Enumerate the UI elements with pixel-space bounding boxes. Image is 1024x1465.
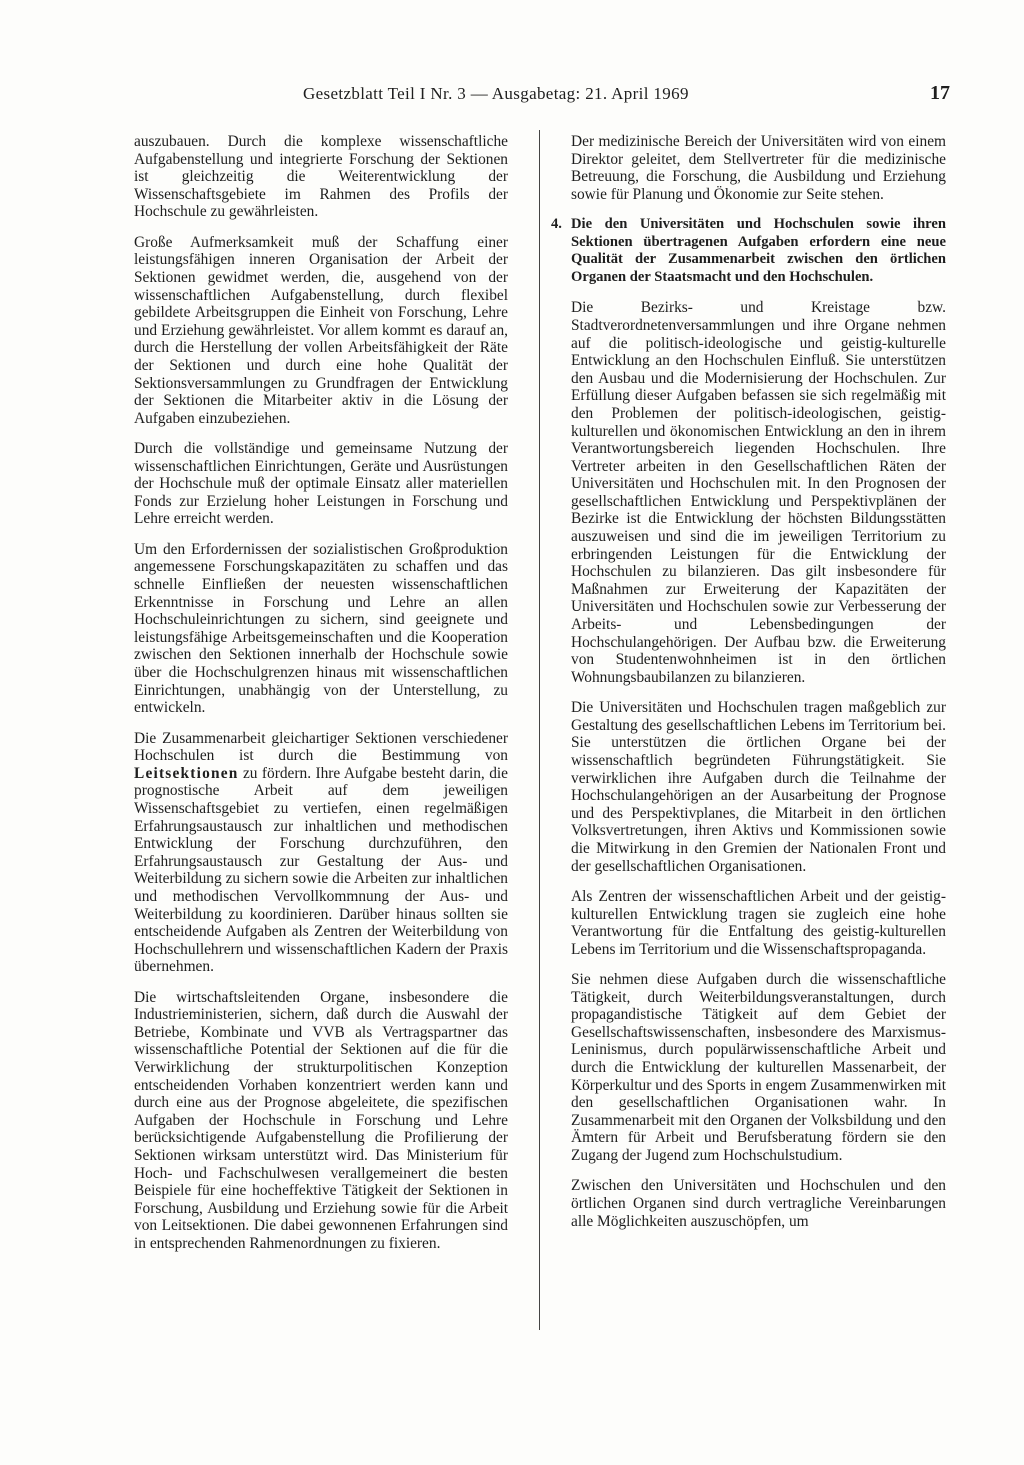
paragraph: Zwischen den Universitäten und Hochschulen und den örtlichen Organen sind durch vertragliche Vereinbarungen alle Möglichkeiten auszuschöpfen, um (571, 1177, 946, 1230)
page-number: 17 (930, 82, 950, 104)
section-heading-text: Die den Universitäten und Hochschulen sowie ihren Sektionen übertragenen Aufgaben erfordern eine neue Qualität der Zusammenarbeit zwischen den örtlichen Organen der Staatsmacht und den Hochschulen. (571, 216, 946, 285)
paragraph: Der medizinische Bereich der Universitäten wird von einem Direktor geleitet, dem Stellvertreter für die medizinische Betreuung, die Forschung, die Ausbildung und Erziehung sowie für Planung und Ökonomie zur Seite stehen. (571, 133, 946, 203)
paragraph-text: Die Zusammenarbeit gleichartiger Sektionen verschiedener Hochschulen ist durch die Bestimmung von (134, 729, 508, 765)
paragraph: Die Bezirks- und Kreistage bzw. Stadtverordnetenversammlungen und ihre Organe nehmen auf die politisch-ideologische und geistig-kulturelle Entwicklung an den Hochschulen Einfluß. Sie unterstützen den Ausbau und die Modernisierung der Hochschulen. Zur Erfüllung dieser Aufgaben befassen sie sich regelmäßig mit den Problemen der politisch-ideologischen, geistig-kulturellen und ökonomischen Entwicklung an den in ihrem Verantwortungsbereich liegenden Hochschulen. Ihre Vertreter arbeiten in den Gesellschaftlichen Räten der Universitäten und Hochschulen mit. In den Prognosen der gesellschaftlichen Entwicklung und Perspektivplänen der Bezirke ist die Entwicklung der höchsten Bildungsstätten auszuweisen und sind die im jeweiligen Territorium zu erbringenden Leistungen für die Entwicklung der Hochschulen zu bilanzieren. Das gilt insbesondere für Maßnahmen zur Erweiterung der Kapazitäten der Universitäten und Hochschulen sowie zur Verbesserung der Arbeits- und Lebensbedingungen der Hochschulangehörigen. Der Aufbau bzw. die Erweiterung von Studentenwohnheimen ist in den örtlichen Wohnungsbaubilanzen zu bilanzieren. (571, 299, 946, 686)
paragraph: auszubauen. Durch die komplexe wissenschaftliche Aufgabenstellung und integrierte Forschung der Sektionen ist gleichzeitig die Weiterentwicklung der Wissenschaftsgebiete im Rahmen des Profils der Hochschule zu gewährleisten. (134, 133, 508, 221)
paragraph: Um den Erfordernissen der sozialistischen Großproduktion angemessene Forschungskapazitäten zu schaffen und das schnelle Einfließen der neuesten wissenschaftlichen Erkenntnisse in Forschung und Lehre an allen Hochschuleinrichtungen zu sichern, sind geeignete und leistungsfähige Arbeitsgemeinschaften und die Kooperation zwischen den Sektionen innerhalb der Hochschule sowie über die Hochschulgrenzen hinaus mit wissenschaftlichen Einrichtungen, unabhängig von der Unterstellung, zu entwickeln. (134, 540, 508, 717)
emphasized-term: Leitsektionen (134, 764, 239, 782)
left-column (134, 133, 508, 1265)
paragraph: Sie nehmen diese Aufgaben durch die wissenschaftliche Tätigkeit, durch Weiterbildungsveranstaltungen, durch propagandistische Tätigkeit auf dem Gebiet der Gesellschaftswissenschaften, insbesondere des Marxismus-Leninismus, durch populärwissenschaftliche Arbeit und durch die Entwicklung der kulturellen Massenarbeit, der Körperkultur und des Sports in engem Zusammenwirken mit den gesellschaftlichen Organisationen wahr. In Zusammenarbeit mit den Organen der Volksbildung und den Ämtern für Arbeit und Berufsberatung fördern sie den Zugang der Jugend zum Hochschulstudium. (571, 971, 946, 1165)
paragraph: Die Universitäten und Hochschulen tragen maßgeblich zur Gestaltung des gesellschaftlichen Lebens im Territorium bei. Sie unterstützen die örtlichen Organe bei der wissenschaftlich begründeten Führungstätigkeit. Sie verwirklichen ihre Aufgaben durch die Teilnahme der Hochschulangehörigen an der Ausarbeitung der Prognose und des Perspektivplanes, die Mitarbeit in den örtlichen Volksvertretungen, ihren Aktivs und Kommissionen sowie die Mitwirkung in den Gremien der Nationalen Front und der gesellschaftlichen Organisationen. (571, 699, 946, 875)
paragraph-leitsektionen (134, 730, 508, 976)
paragraph: Große Aufmerksamkeit muß der Schaffung einer leistungsfähigen inneren Organisation der Arbeit der Sektionen gewidmet werden, die, ausgehend von der wissenschaftlichen Aufgabenstellung, durch flexibel gebildete Arbeitsgruppen die Einheit von Forschung, Lehre und Erziehung gewährleistet. Vor allem kommt es darauf an, durch die Herstellung der vollen Arbeitsfähigkeit der Räte der Sektionen und durch eine hohe Qualität der Sektionsversammlungen zu Grundfragen der Entwicklung der Sektionen die Mitarbeiter aktiv in die Lösung der Aufgaben einzubeziehen. (134, 233, 508, 427)
paragraph-text: zu fördern. Ihre Aufgabe besteht darin, die prognostische Arbeit auf dem jeweiligen Wissenschaftsgebiet zu vertiefen, einen regelmäßigen Erfahrungsaustausch zur inhaltlichen und methodischen Entwicklung der Forschung durchzuführen, den Erfahrungsaustausch zur Gestaltung der Aus- und Weiterbildung zu sichern sowie die Arbeiten zur inhaltlichen und methodischen Vervollkommnung der Aus- und Weiterbildung zu koordinieren. Darüber hinaus sollten sie entscheidende Aufgaben als Zentren der Weiterbildung von Hochschullehrern und wissenschaftlichen Kadern der Praxis übernehmen. (134, 764, 508, 976)
section-heading (551, 216, 946, 286)
paragraph: Durch die vollständige und gemeinsame Nutzung der wissenschaftlichen Einrichtungen, Geräte und Ausrüstungen der Hochschule muß der optimale Einsatz aller materiellen Fonds zur Erzielung hoher Leistungen in Forschung und Lehre erreicht werden. (134, 440, 508, 528)
column-divider (539, 130, 540, 1330)
paragraph: Als Zentren der wissenschaftlichen Arbeit und der geistig-kulturellen Entwicklung tragen sie zugleich eine hohe Verantwortung für die Entfaltung des geistig-kulturellen Lebens im Territorium und die Wissenschaftspropaganda. (571, 887, 946, 958)
right-column (551, 133, 946, 1243)
page-header (130, 82, 950, 112)
section-number: 4. (551, 216, 562, 233)
header-title: Gesetzblatt Teil I Nr. 3 — Ausgabetag: 21. April 1969 (303, 84, 689, 103)
paragraph: Die wirtschaftsleitenden Organe, insbesondere die Industrieministerien, sichern, daß durch die Auswahl der Betriebe, Kombinate und VVB als Vertragspartner das wissenschaftliche Potential der Sektionen auf die für die Verwirklichung der strukturpolitischen Konzeption entscheidenden Vorhaben konzentriert werden kann und durch eine aus der Prognose abgeleitete, die spezifischen Aufgaben der Hochschule in Forschung und Lehre berücksichtigende Aufgabenstellung die Profilierung der Sektionen wirksam unterstützt wird. Das Ministerium für Hoch- und Fachschulwesen verallgemeinert die besten Beispiele für eine hocheffektive Tätigkeit der Sektionen in Forschung, Ausbildung und Erziehung sowie für die Arbeit von Leitsektionen. Die dabei gewonnenen Erfahrungen sind in entsprechenden Rahmenordnungen zu fixieren. (134, 988, 508, 1253)
